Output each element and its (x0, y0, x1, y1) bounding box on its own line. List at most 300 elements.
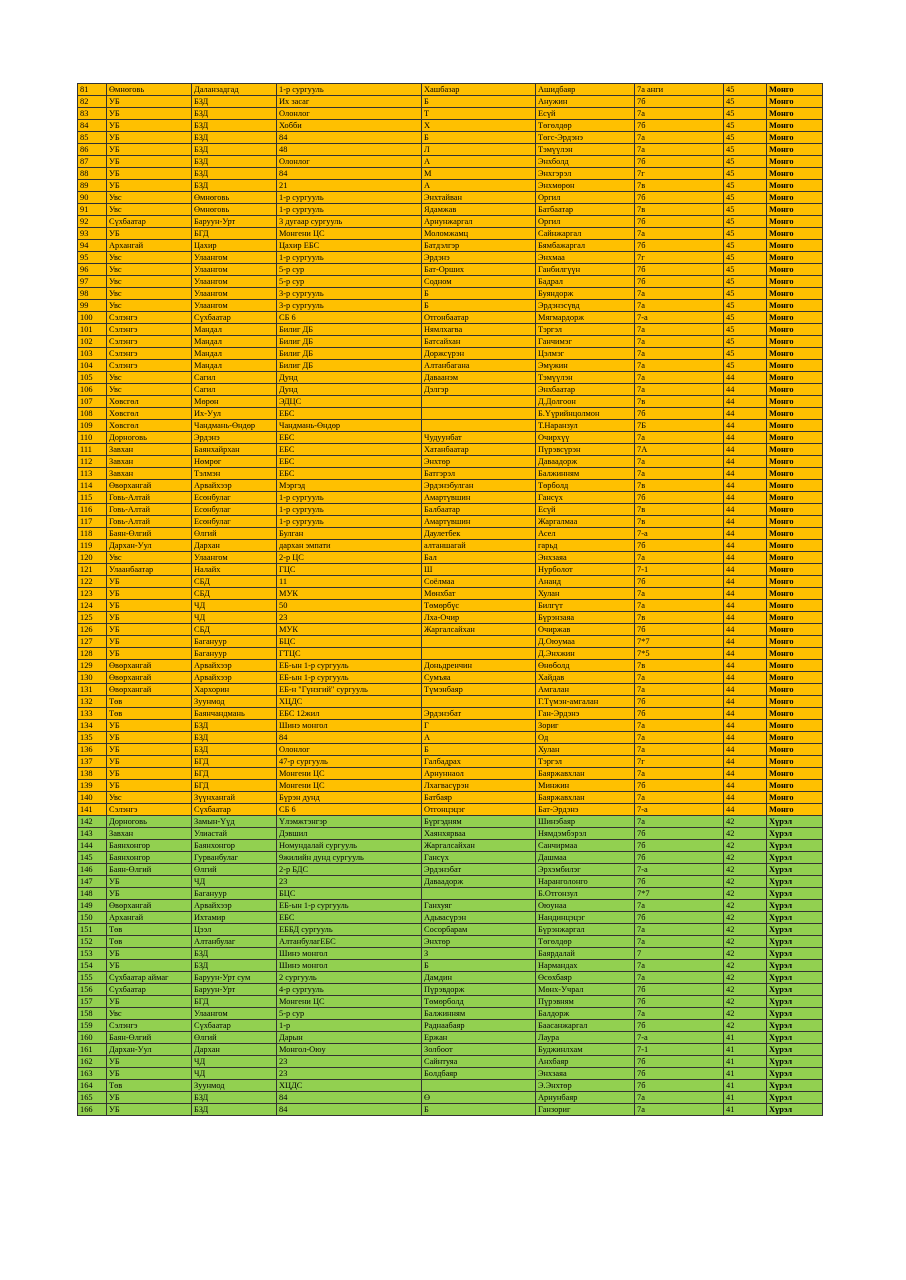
aimag-cell: УБ (107, 1104, 192, 1116)
district-cell: БЗД (192, 156, 277, 168)
school-cell: Билиг ДБ (277, 336, 422, 348)
parent-name-cell: Бат-Орших (422, 264, 536, 276)
student-name-cell: Төгс-Эрдэнэ (536, 132, 635, 144)
parent-name-cell: Батдэлгэр (422, 240, 536, 252)
score-cell: 45 (724, 108, 767, 120)
class-cell: 7а (635, 768, 724, 780)
aimag-cell: УБ (107, 576, 192, 588)
class-cell: 7г (635, 168, 724, 180)
school-cell: 21 (277, 180, 422, 192)
table-row (78, 204, 823, 216)
row-number-cell: 99 (78, 300, 107, 312)
student-name-cell: Билгүт (536, 600, 635, 612)
parent-name-cell: Хаянхярваа (422, 828, 536, 840)
district-cell: Улиастай (192, 828, 277, 840)
school-cell: Номундалай сургууль (277, 840, 422, 852)
row-number-cell: 82 (78, 96, 107, 108)
row-number-cell: 91 (78, 204, 107, 216)
aimag-cell: Увс (107, 300, 192, 312)
table-row (78, 780, 823, 792)
class-cell: 7а (635, 732, 724, 744)
medal-cell: Монго (767, 108, 823, 120)
aimag-cell: УБ (107, 876, 192, 888)
class-cell: 7б (635, 996, 724, 1008)
table-row (78, 864, 823, 876)
district-cell: Өмнөговь (192, 192, 277, 204)
parent-name-cell: Бал (422, 552, 536, 564)
district-cell: Цээл (192, 924, 277, 936)
class-cell: 7в (635, 180, 724, 192)
school-cell: 2-р ЦС (277, 552, 422, 564)
table-row (78, 708, 823, 720)
parent-name-cell: Ш (422, 564, 536, 576)
row-number-cell: 134 (78, 720, 107, 732)
parent-name-cell: Моломжамц (422, 228, 536, 240)
row-number-cell: 90 (78, 192, 107, 204)
table-row (78, 384, 823, 396)
parent-name-cell: Энхтөр (422, 936, 536, 948)
medal-cell: Монго (767, 300, 823, 312)
district-cell: БЗД (192, 960, 277, 972)
score-cell: 45 (724, 156, 767, 168)
parent-name-cell: Дэлгэр (422, 384, 536, 396)
aimag-cell: УБ (107, 612, 192, 624)
student-name-cell: Хайдав (536, 672, 635, 684)
score-cell: 44 (724, 648, 767, 660)
parent-name-cell: Содном (422, 276, 536, 288)
medal-cell: Монго (767, 432, 823, 444)
table-row (78, 552, 823, 564)
medal-cell: Хүрэл (767, 1068, 823, 1080)
score-cell: 42 (724, 936, 767, 948)
table-row (78, 972, 823, 984)
table-row (78, 612, 823, 624)
class-cell: 7а (635, 360, 724, 372)
medal-cell: Монго (767, 624, 823, 636)
school-cell: Монгени ЦС (277, 996, 422, 1008)
medal-cell: Монго (767, 420, 823, 432)
score-cell: 44 (724, 768, 767, 780)
table-row (78, 216, 823, 228)
district-cell: БЗД (192, 144, 277, 156)
medal-cell: Монго (767, 744, 823, 756)
student-name-cell: Баасанжаргал (536, 1020, 635, 1032)
class-cell: 7б (635, 1068, 724, 1080)
school-cell: Билиг ДБ (277, 348, 422, 360)
school-cell: Их засаг (277, 96, 422, 108)
row-number-cell: 107 (78, 396, 107, 408)
row-number-cell: 161 (78, 1044, 107, 1056)
score-cell: 45 (724, 192, 767, 204)
score-cell: 45 (724, 252, 767, 264)
school-cell: 3-р сургууль (277, 300, 422, 312)
district-cell: Мандал (192, 348, 277, 360)
table-row (78, 360, 823, 372)
row-number-cell: 116 (78, 504, 107, 516)
district-cell: БЗД (192, 96, 277, 108)
district-cell: СБД (192, 576, 277, 588)
class-cell: 7а (635, 1104, 724, 1116)
student-name-cell: Нямдэмбэрэл (536, 828, 635, 840)
parent-name-cell: Б (422, 132, 536, 144)
school-cell: 23 (277, 876, 422, 888)
class-cell: 7а (635, 672, 724, 684)
student-name-cell: Д.Энхжин (536, 648, 635, 660)
score-cell: 44 (724, 684, 767, 696)
medal-cell: Монго (767, 576, 823, 588)
table-row (78, 444, 823, 456)
score-cell: 45 (724, 264, 767, 276)
medal-cell: Монго (767, 540, 823, 552)
parent-name-cell: Отгонбаатар (422, 312, 536, 324)
parent-name-cell: Батсайхан (422, 336, 536, 348)
parent-name-cell: Төмөрболд (422, 996, 536, 1008)
table-row (78, 144, 823, 156)
table-row (78, 888, 823, 900)
medal-cell: Монго (767, 708, 823, 720)
school-cell: ЕБС (277, 408, 422, 420)
aimag-cell: Увс (107, 384, 192, 396)
row-number-cell: 165 (78, 1092, 107, 1104)
district-cell: Цахир (192, 240, 277, 252)
aimag-cell: Сэлэнгэ (107, 312, 192, 324)
class-cell: 7а (635, 336, 724, 348)
aimag-cell: Завхан (107, 468, 192, 480)
parent-name-cell: Ганхуяг (422, 900, 536, 912)
district-cell: БЗД (192, 732, 277, 744)
row-number-cell: 132 (78, 696, 107, 708)
student-name-cell: гарьд (536, 540, 635, 552)
student-name-cell: Бадрал (536, 276, 635, 288)
score-cell: 44 (724, 492, 767, 504)
district-cell: ЧД (192, 876, 277, 888)
district-cell: ЧД (192, 612, 277, 624)
aimag-cell: Баян-Өлгий (107, 528, 192, 540)
score-cell: 44 (724, 504, 767, 516)
score-cell: 44 (724, 444, 767, 456)
score-cell: 42 (724, 828, 767, 840)
student-name-cell: Минжин (536, 780, 635, 792)
aimag-cell: Увс (107, 204, 192, 216)
student-name-cell: Ганбилгүүн (536, 264, 635, 276)
school-cell: МУК (277, 624, 422, 636)
class-cell: 7б (635, 156, 724, 168)
class-cell: 7б (635, 1056, 724, 1068)
school-cell: ЕБ-ын 1-р сургууль (277, 672, 422, 684)
class-cell: 7в (635, 480, 724, 492)
table-row (78, 924, 823, 936)
table-row (78, 312, 823, 324)
table-row (78, 900, 823, 912)
score-cell: 42 (724, 1020, 767, 1032)
aimag-cell: Увс (107, 264, 192, 276)
class-cell: 7-а (635, 1032, 724, 1044)
parent-name-cell: Даулетбек (422, 528, 536, 540)
row-number-cell: 110 (78, 432, 107, 444)
medal-cell: Монго (767, 636, 823, 648)
medal-cell: Монго (767, 132, 823, 144)
medal-cell: Хүрэл (767, 852, 823, 864)
parent-name-cell: Л (422, 144, 536, 156)
parent-name-cell: З (422, 948, 536, 960)
aimag-cell: Сүхбаатар (107, 984, 192, 996)
score-cell: 42 (724, 924, 767, 936)
aimag-cell: Говь-Алтай (107, 504, 192, 516)
parent-name-cell: Амартүвшин (422, 516, 536, 528)
row-number-cell: 151 (78, 924, 107, 936)
medal-cell: Монго (767, 396, 823, 408)
district-cell: ЧД (192, 1056, 277, 1068)
medal-cell: Хүрэл (767, 1044, 823, 1056)
table-row (78, 276, 823, 288)
medal-cell: Монго (767, 552, 823, 564)
score-cell: 41 (724, 1092, 767, 1104)
table-row (78, 996, 823, 1008)
row-number-cell: 130 (78, 672, 107, 684)
class-cell: 7а (635, 744, 724, 756)
row-number-cell: 84 (78, 120, 107, 132)
medal-cell: Монго (767, 288, 823, 300)
parent-name-cell (422, 888, 536, 900)
score-cell: 42 (724, 816, 767, 828)
medal-cell: Хүрэл (767, 1080, 823, 1092)
table-row (78, 132, 823, 144)
score-cell: 42 (724, 984, 767, 996)
aimag-cell: Өвөрхангай (107, 480, 192, 492)
student-name-cell: Батбаатар (536, 204, 635, 216)
row-number-cell: 163 (78, 1068, 107, 1080)
score-cell: 44 (724, 420, 767, 432)
row-number-cell: 81 (78, 84, 107, 96)
medal-cell: Хүрэл (767, 948, 823, 960)
medal-cell: Хүрэл (767, 984, 823, 996)
parent-name-cell: Бүргэдням (422, 816, 536, 828)
score-cell: 42 (724, 864, 767, 876)
class-cell: 7Б (635, 420, 724, 432)
medal-cell: Хүрэл (767, 996, 823, 1008)
table-row (78, 792, 823, 804)
school-cell: ЕБС (277, 456, 422, 468)
class-cell: 7а (635, 600, 724, 612)
row-number-cell: 131 (78, 684, 107, 696)
school-cell: БЦС (277, 636, 422, 648)
district-cell: БЗД (192, 132, 277, 144)
class-cell: 7в (635, 612, 724, 624)
medal-cell: Хүрэл (767, 1092, 823, 1104)
aimag-cell: УБ (107, 996, 192, 1008)
district-cell: Гурванбулаг (192, 852, 277, 864)
district-cell: СБД (192, 624, 277, 636)
aimag-cell: Говь-Алтай (107, 492, 192, 504)
aimag-cell: УБ (107, 720, 192, 732)
student-name-cell: Ган-Эрдэнэ (536, 708, 635, 720)
row-number-cell: 137 (78, 756, 107, 768)
district-cell: Даланзадгад (192, 84, 277, 96)
school-cell: 47-р сургууль (277, 756, 422, 768)
row-number-cell: 155 (78, 972, 107, 984)
student-name-cell: Өсөхбаяр (536, 972, 635, 984)
table-row (78, 672, 823, 684)
school-cell: Шинэ монгол (277, 720, 422, 732)
table-row (78, 1092, 823, 1104)
row-number-cell: 136 (78, 744, 107, 756)
medal-cell: Монго (767, 204, 823, 216)
medal-cell: Монго (767, 660, 823, 672)
class-cell: 7б (635, 216, 724, 228)
row-number-cell: 109 (78, 420, 107, 432)
school-cell: 84 (277, 168, 422, 180)
class-cell: 7*5 (635, 648, 724, 660)
district-cell: БЗД (192, 720, 277, 732)
table-row (78, 648, 823, 660)
parent-name-cell: Б (422, 1104, 536, 1116)
district-cell: Баруун-Урт сум (192, 972, 277, 984)
student-name-cell: Од (536, 732, 635, 744)
aimag-cell: Увс (107, 252, 192, 264)
medal-cell: Хүрэл (767, 924, 823, 936)
table-row (78, 1020, 823, 1032)
class-cell: 7б (635, 276, 724, 288)
class-cell: 7а (635, 936, 724, 948)
row-number-cell: 97 (78, 276, 107, 288)
aimag-cell: Хөвсгөл (107, 408, 192, 420)
student-name-cell: Даваадорж (536, 456, 635, 468)
student-name-cell: Лаура (536, 1032, 635, 1044)
class-cell: 7-1 (635, 564, 724, 576)
student-name-cell: Ганчимэг (536, 336, 635, 348)
table-row (78, 108, 823, 120)
table-row (78, 492, 823, 504)
school-cell: ЕБС (277, 432, 422, 444)
aimag-cell: УБ (107, 1056, 192, 1068)
parent-name-cell: Балжинням (422, 1008, 536, 1020)
student-name-cell: Балдорж (536, 1008, 635, 1020)
district-cell: Налайх (192, 564, 277, 576)
district-cell: Дархан (192, 540, 277, 552)
class-cell: 7а (635, 228, 724, 240)
aimag-cell: Архангай (107, 240, 192, 252)
school-cell: 84 (277, 1092, 422, 1104)
medal-cell: Хүрэл (767, 1008, 823, 1020)
score-cell: 42 (724, 972, 767, 984)
school-cell: МУК (277, 588, 422, 600)
parent-name-cell: Золбоот (422, 1044, 536, 1056)
school-cell: 48 (277, 144, 422, 156)
score-cell: 45 (724, 300, 767, 312)
medal-cell: Монго (767, 468, 823, 480)
score-cell: 44 (724, 756, 767, 768)
district-cell: Өлгий (192, 864, 277, 876)
medal-cell: Монго (767, 312, 823, 324)
school-cell: Билиг ДБ (277, 360, 422, 372)
row-number-cell: 94 (78, 240, 107, 252)
aimag-cell: УБ (107, 756, 192, 768)
row-number-cell: 142 (78, 816, 107, 828)
school-cell: 5-р сур (277, 276, 422, 288)
school-cell: Мэргэд (277, 480, 422, 492)
student-name-cell: Пүрэвням (536, 996, 635, 1008)
aimag-cell: УБ (107, 228, 192, 240)
score-cell: 44 (724, 672, 767, 684)
district-cell: БЗД (192, 120, 277, 132)
aimag-cell: Баян-Өлгий (107, 1032, 192, 1044)
parent-name-cell: Даваадорж (422, 876, 536, 888)
student-name-cell: Бямбажаргал (536, 240, 635, 252)
row-number-cell: 148 (78, 888, 107, 900)
aimag-cell: Баянхонгор (107, 840, 192, 852)
parent-name-cell: Сайнтуяа (422, 1056, 536, 1068)
row-number-cell: 147 (78, 876, 107, 888)
class-cell: 7б (635, 708, 724, 720)
district-cell: Замын-Үүд (192, 816, 277, 828)
score-cell: 44 (724, 696, 767, 708)
district-cell: Баруун-Урт (192, 984, 277, 996)
aimag-cell: Өвөрхангай (107, 684, 192, 696)
aimag-cell: Баян-Өлгий (107, 864, 192, 876)
student-name-cell: Б.Үүрийнцолмон (536, 408, 635, 420)
student-name-cell: Тэргэл (536, 324, 635, 336)
student-name-cell: Эрдэнэсүвд (536, 300, 635, 312)
school-cell: 50 (277, 600, 422, 612)
district-cell: Өмнөговь (192, 204, 277, 216)
parent-name-cell: Даваанэм (422, 372, 536, 384)
student-name-cell: Б.Отгонзул (536, 888, 635, 900)
row-number-cell: 88 (78, 168, 107, 180)
student-name-cell: Энхгэрэл (536, 168, 635, 180)
class-cell: 7а (635, 300, 724, 312)
district-cell: Арвайхээр (192, 660, 277, 672)
medal-cell: Хүрэл (767, 840, 823, 852)
aimag-cell: Сүхбаатар аймаг (107, 972, 192, 984)
parent-name-cell: Хашбазар (422, 84, 536, 96)
aimag-cell: УБ (107, 636, 192, 648)
row-number-cell: 126 (78, 624, 107, 636)
student-name-cell: Балжинням (536, 468, 635, 480)
district-cell: Мөрөн (192, 396, 277, 408)
school-cell: дархан эмпати (277, 540, 422, 552)
table-row (78, 948, 823, 960)
parent-name-cell: Г (422, 720, 536, 732)
table-row (78, 912, 823, 924)
parent-name-cell: алтаншагай (422, 540, 536, 552)
aimag-cell: УБ (107, 732, 192, 744)
district-cell: Есөнбулаг (192, 516, 277, 528)
medal-cell: Монго (767, 372, 823, 384)
medal-cell: Монго (767, 408, 823, 420)
table-row (78, 324, 823, 336)
school-cell: 1-р сургууль (277, 204, 422, 216)
student-name-cell: Асел (536, 528, 635, 540)
student-name-cell: Төгөлдөр (536, 936, 635, 948)
medal-cell: Монго (767, 192, 823, 204)
class-cell: 7б (635, 1020, 724, 1032)
aimag-cell: Өвөрхангай (107, 660, 192, 672)
medal-cell: Хүрэл (767, 1104, 823, 1116)
student-name-cell: Нармандах (536, 960, 635, 972)
aimag-cell: Төв (107, 696, 192, 708)
class-cell: 7-а (635, 864, 724, 876)
row-number-cell: 143 (78, 828, 107, 840)
school-cell: 5-р сур (277, 1008, 422, 1020)
aimag-cell: Баянхонгор (107, 852, 192, 864)
student-name-cell: Анхбаяр (536, 1056, 635, 1068)
table-row (78, 1068, 823, 1080)
student-name-cell: Анужин (536, 96, 635, 108)
medal-cell: Хүрэл (767, 936, 823, 948)
score-cell: 44 (724, 432, 767, 444)
district-cell: Арвайхээр (192, 672, 277, 684)
student-name-cell: Наранголонго (536, 876, 635, 888)
